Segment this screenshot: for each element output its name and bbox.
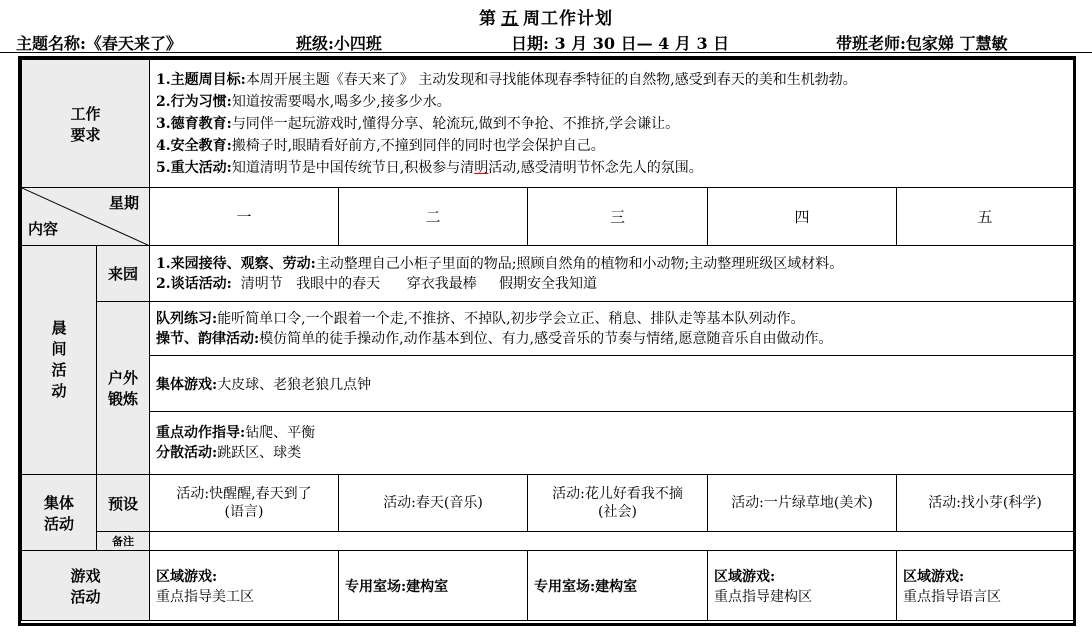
teacher-field xyxy=(836,31,1008,54)
morning-label-char: 动 xyxy=(51,382,67,400)
group-label-2: 活动 xyxy=(43,514,74,533)
arrival-label: 来园 xyxy=(97,246,150,302)
game-text: 重点指导建构区 xyxy=(714,588,813,605)
exercise-line xyxy=(156,329,1067,349)
day-wednesday: 三 xyxy=(528,188,708,246)
focus-row xyxy=(22,412,1074,475)
activity-friday xyxy=(897,475,1074,532)
requirement-item xyxy=(156,157,1067,179)
theme-value: 《春天来了》 xyxy=(85,34,182,53)
game-monday xyxy=(150,551,339,621)
day-monday: 一 xyxy=(150,188,339,246)
arrival-line-1 xyxy=(156,254,1067,274)
outdoor-exercise-label xyxy=(97,302,150,475)
group-activities-row xyxy=(22,475,1074,532)
arrival-content xyxy=(150,246,1074,302)
game-friday xyxy=(897,551,1074,621)
focus-text: 钻爬、平衡 xyxy=(245,425,316,441)
requirements-label-2: 要求 xyxy=(70,125,101,144)
activity-thursday xyxy=(708,475,897,532)
spellcheck-underlined-char: 明 xyxy=(474,159,489,176)
group-games-title: 集体游戏: xyxy=(156,376,218,393)
group-activities-label xyxy=(22,475,97,551)
arrival-line-2-text: 清明节 我眼中的春天 穿衣我最棒 假期安全我知道 xyxy=(231,275,598,292)
requirement-item xyxy=(156,135,1067,157)
requirement-item xyxy=(156,113,1067,135)
header-rule xyxy=(0,52,1092,53)
notes-label: 备注 xyxy=(97,532,150,551)
game-text: 重点指导美工区 xyxy=(156,588,255,605)
class-value: 小四班 xyxy=(333,34,382,53)
morning-label-char: 间 xyxy=(51,340,67,358)
diag-weekday-label: 星期 xyxy=(109,194,140,212)
focus-title: 重点动作指导: xyxy=(156,425,246,441)
drill-text: 能听简单口令,一个跟着一个走,不推挤、不掉队,初步学会立正、稍息、排队走等基本队列动作。 xyxy=(217,310,805,327)
morning-activities-label xyxy=(22,246,97,475)
requirements-label-1: 工作 xyxy=(70,104,101,123)
drill-row xyxy=(22,302,1074,356)
requirement-text: 知道按需要喝水,喝多少,接多少水。 xyxy=(231,93,451,110)
morning-label-char: 晨 xyxy=(51,319,67,337)
requirement-title: 4.安全教育: xyxy=(156,137,232,154)
group-games-row xyxy=(22,356,1074,412)
activity-line-1: 活动:找小芽(科学) xyxy=(928,495,1042,511)
group-games-text: 大皮球、老狼老狼几点钟 xyxy=(217,376,372,393)
game-thursday xyxy=(708,551,897,621)
page-title xyxy=(0,4,1092,29)
activity-line-1: 活动:春天(音乐) xyxy=(383,495,483,511)
requirement-title: 3.德育教育: xyxy=(156,115,232,132)
activity-line-1: 活动:一片绿草地(美术) xyxy=(731,495,873,511)
requirement-title: 2.行为习惯: xyxy=(156,93,232,110)
drill-content xyxy=(150,302,1074,356)
weekday-row xyxy=(22,188,1074,246)
outdoor-label-2: 锻炼 xyxy=(108,390,139,408)
group-label-1: 集体 xyxy=(43,493,74,512)
date-field xyxy=(511,31,729,54)
class-label: 班级: xyxy=(296,34,334,53)
diag-content-label: 内容 xyxy=(28,220,59,238)
weekday-diagonal-header xyxy=(22,188,150,246)
game-title: 区域游戏: xyxy=(714,568,776,585)
focus-line xyxy=(156,423,1067,443)
scatter-title: 分散活动: xyxy=(156,445,218,461)
game-title: 区域游戏: xyxy=(156,568,218,585)
requirement-text: 与同伴一起玩游戏时,懂得分享、轮流玩,做到不争抢、不推挤,学会谦让。 xyxy=(231,115,680,132)
game-title: 专用室场:建构室 xyxy=(534,578,638,595)
day-thursday: 四 xyxy=(708,188,897,246)
theme-field xyxy=(16,31,182,54)
activity-line-2: (社会) xyxy=(598,504,637,520)
requirement-text: 搬椅子时,眼睛看好前方,不撞到同伴的同时也学会保护自己。 xyxy=(231,137,605,154)
arrival-line-2-title: 2.谈话活动: xyxy=(156,275,232,292)
game-activities-row xyxy=(22,551,1074,621)
games-label-2: 活动 xyxy=(70,587,101,606)
exercise-text: 模仿简单的徒手操动作,动作基本到位、有力,感受音乐的节奏与情绪,愿意随音乐自由做动作。 xyxy=(259,330,833,347)
preset-label: 预设 xyxy=(97,475,150,532)
notes-content xyxy=(150,532,1074,551)
outdoor-label-1: 户外 xyxy=(108,369,139,387)
game-wednesday xyxy=(528,551,708,621)
activity-wednesday xyxy=(528,475,708,532)
arrival-line-1-text: 主动整理自己小柜子里面的物品;照顾自然角的植物和小动物;主动整理班级区域材料。 xyxy=(315,255,844,272)
requirement-title: 1.主题周目标: xyxy=(156,71,246,88)
activity-line-2: (语言) xyxy=(224,504,264,520)
requirement-item xyxy=(156,69,1067,91)
game-activities-label xyxy=(22,551,150,621)
activity-line-1: 活动:快醒醒,春天到了 xyxy=(176,486,312,502)
requirement-text: 知道清明节是中国传统节日,积极参与清 xyxy=(231,159,475,176)
activity-monday xyxy=(150,475,339,532)
drill-title: 队列练习: xyxy=(156,310,218,327)
date-value: 3 月 30 日— 4 月 3 日 xyxy=(554,34,730,53)
requirements-row xyxy=(22,60,1074,188)
arrival-line-2 xyxy=(156,274,1067,294)
arrival-row xyxy=(22,246,1074,302)
game-tuesday xyxy=(339,551,528,621)
group-games-content xyxy=(150,356,1074,412)
requirement-title: 5.重大活动: xyxy=(156,159,232,176)
requirement-item xyxy=(156,91,1067,113)
title-prefix: 第 xyxy=(479,9,497,29)
game-title: 区域游戏: xyxy=(903,568,965,585)
drill-line xyxy=(156,309,1067,329)
requirement-text: 本周开展主题《春天来了》 主动发现和寻找能体现春季特征的自然物,感受到春天的美和生机勃勃。 xyxy=(245,71,857,88)
activity-tuesday xyxy=(339,475,528,532)
requirements-content xyxy=(150,60,1074,188)
requirements-label xyxy=(22,60,150,188)
date-label: 日期: xyxy=(511,34,549,53)
scatter-line xyxy=(156,443,1067,463)
arrival-line-1-title: 1.来园接待、观察、劳动: xyxy=(156,255,316,272)
title-suffix: 周工作计划 xyxy=(523,9,613,29)
week-number: 五 xyxy=(501,9,519,29)
scatter-text: 跳跃区、球类 xyxy=(217,445,302,461)
focus-content xyxy=(150,412,1074,475)
exercise-title: 操节、韵律活动: xyxy=(156,330,260,347)
weekly-plan-table xyxy=(21,59,1074,621)
activity-line-1: 活动:花儿好看我不摘 xyxy=(552,486,683,502)
requirement-text: 活动,感受清明节怀念先人的氛围。 xyxy=(488,159,703,176)
game-text: 重点指导语言区 xyxy=(903,588,1002,605)
theme-label: 主题名称: xyxy=(16,34,86,53)
games-label-1: 游戏 xyxy=(70,566,101,585)
teacher-value: 包家娣 丁慧敏 xyxy=(905,34,1008,53)
morning-label-char: 活 xyxy=(51,361,67,379)
day-friday: 五 xyxy=(897,188,1074,246)
game-title: 专用室场:建构室 xyxy=(345,578,449,595)
teacher-label: 带班老师: xyxy=(836,34,906,53)
notes-row xyxy=(22,532,1074,551)
day-tuesday: 二 xyxy=(339,188,528,246)
class-field xyxy=(296,31,382,54)
